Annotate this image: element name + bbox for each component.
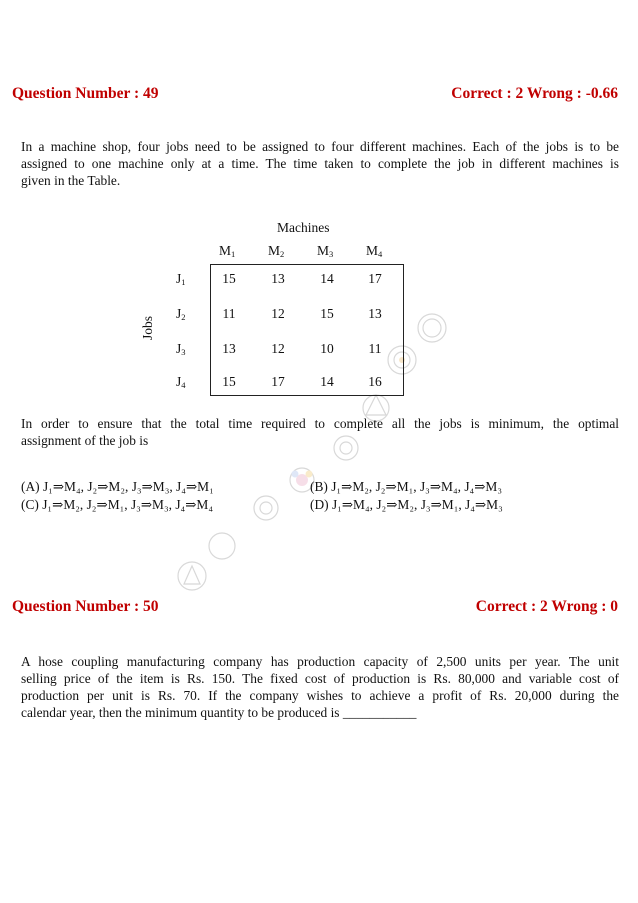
table-cell: 17: [271, 374, 285, 389]
job-label: $J_1$: [176, 271, 186, 287]
question-49-prompt: [21, 415, 619, 449]
time-matrix: [210, 264, 404, 396]
table-cell: 15: [222, 374, 236, 389]
text-line: production per unit is Rs. 70. If the company wishes to achieve a profit of Rs. 20,000 during the: [21, 688, 619, 703]
table-cell: 10: [320, 341, 334, 356]
question-50-header: [12, 598, 618, 620]
table-cell: 15: [222, 271, 236, 286]
table-cell: 12: [271, 341, 285, 356]
job-label: $J_3$: [176, 341, 186, 357]
machine-header: $M_4$: [366, 243, 383, 259]
machine-header: $M_3$: [317, 243, 334, 259]
text-line: assigned to one machine only at a time. The time taken to complete the job in different machines is: [21, 156, 619, 171]
question-49-header: [12, 85, 618, 107]
option-label: (A): [21, 479, 40, 494]
option-text: J₁⇒M₂, J₂⇒M₁, J₃⇒M₄, J₄⇒M₃: [331, 479, 503, 494]
table-cell: 13: [368, 306, 382, 321]
question-number: Question Number : 49: [12, 85, 159, 102]
machine-header: $M_1$: [219, 243, 236, 259]
text-line: In a machine shop, four jobs need to be assigned to four different machines. Each of the jobs is to be: [21, 139, 619, 154]
table-cell: 16: [368, 374, 382, 389]
table-cell: 17: [368, 271, 382, 286]
table-cell: 13: [271, 271, 285, 286]
table-cell: 11: [222, 306, 236, 321]
machine-header: $M_2$: [268, 243, 285, 259]
table-cell: 11: [368, 341, 382, 356]
text-line: selling price of the item is Rs. 150. The fixed cost of production is Rs. 80,000 and variable cost of: [21, 671, 619, 686]
option-b[interactable]: [310, 479, 502, 495]
table-cell: 14: [320, 374, 334, 389]
table-cell: 13: [222, 341, 236, 356]
text-line: calendar year, then the minimum quantity to be produced is ___________: [21, 705, 417, 720]
text-line: A hose coupling manufacturing company has production capacity of 2,500 units per year. The unit: [21, 654, 619, 669]
option-d[interactable]: [310, 497, 503, 513]
row-axis-label: Jobs: [140, 315, 155, 340]
option-a[interactable]: [21, 479, 214, 495]
text-line: assignment of the job is: [21, 433, 149, 448]
text-line: given in the Table.: [21, 173, 121, 188]
option-text: J₁⇒M₄, J₂⇒M₂, J₃⇒M₃, J₄⇒M₁: [42, 479, 214, 494]
job-label: $J_2$: [176, 306, 186, 322]
table-cell: 12: [271, 306, 285, 321]
question-number: Question Number : 50: [12, 598, 159, 615]
marking-scheme: Correct : 2 Wrong : 0: [475, 598, 618, 615]
option-label: (B): [310, 479, 328, 494]
job-label: $J_4$: [176, 374, 186, 390]
question-50-text: [21, 653, 619, 721]
table-cell: 15: [320, 306, 334, 321]
option-c[interactable]: [21, 497, 213, 513]
marking-scheme: Correct : 2 Wrong : -0.66: [451, 85, 618, 102]
option-label: (C): [21, 497, 39, 512]
option-label: (D): [310, 497, 329, 512]
question-49-intro: [21, 138, 619, 189]
option-text: J₁⇒M₂, J₂⇒M₁, J₃⇒M₃, J₄⇒M₄: [42, 497, 214, 512]
table-title: Machines: [277, 220, 330, 235]
table-cell: 14: [320, 271, 334, 286]
text-line: In order to ensure that the total time required to complete all the jobs is minimum, the optimal: [21, 416, 619, 431]
option-text: J₁⇒M₄, J₂⇒M₂, J₃⇒M₁, J₄⇒M₃: [331, 497, 503, 512]
